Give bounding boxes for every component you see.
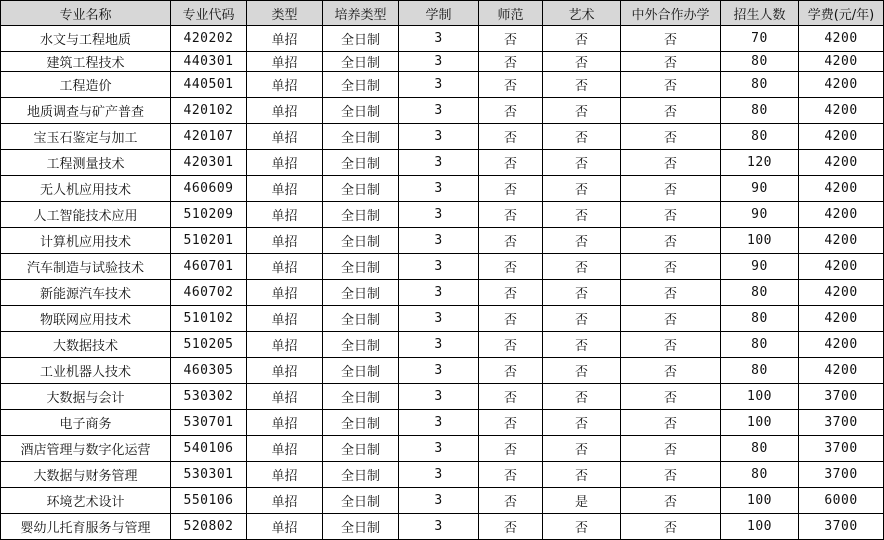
tuition-cell: 3700 (799, 410, 884, 436)
enrollment-cell: 80 (721, 280, 799, 306)
table-row (1, 52, 884, 72)
tuition-cell: 3700 (799, 514, 884, 540)
tuition-cell: 4200 (799, 52, 884, 72)
duration-cell: 3 (399, 514, 479, 540)
art-cell: 否 (543, 514, 621, 540)
joint-program-cell: 否 (621, 98, 721, 124)
joint-program-cell: 否 (621, 358, 721, 384)
art-cell: 否 (543, 358, 621, 384)
major-code-cell: 420102 (171, 98, 247, 124)
joint-program-cell: 否 (621, 202, 721, 228)
teacher-training-cell: 否 (479, 176, 543, 202)
training-type-cell: 全日制 (323, 254, 399, 280)
major-code-cell: 530701 (171, 410, 247, 436)
tuition-cell: 4200 (799, 26, 884, 52)
art-cell: 否 (543, 202, 621, 228)
type-cell: 单招 (247, 52, 323, 72)
training-type-cell: 全日制 (323, 462, 399, 488)
training-type-cell: 全日制 (323, 488, 399, 514)
joint-program-cell: 否 (621, 436, 721, 462)
art-cell: 否 (543, 332, 621, 358)
major-name-cell: 环境艺术设计 (1, 488, 171, 514)
teacher-training-cell: 否 (479, 254, 543, 280)
major-name-cell: 人工智能技术应用 (1, 202, 171, 228)
type-cell: 单招 (247, 514, 323, 540)
tuition-cell: 4200 (799, 332, 884, 358)
training-type-cell: 全日制 (323, 202, 399, 228)
art-cell: 否 (543, 228, 621, 254)
column-header-joint-program: 中外合作办学 (621, 1, 721, 26)
art-cell: 否 (543, 52, 621, 72)
table-row (1, 332, 884, 358)
joint-program-cell: 否 (621, 254, 721, 280)
training-type-cell: 全日制 (323, 98, 399, 124)
header-row (1, 1, 884, 26)
table-row (1, 202, 884, 228)
enrollment-cell: 80 (721, 306, 799, 332)
enrollment-cell: 80 (721, 462, 799, 488)
enrollment-cell: 100 (721, 410, 799, 436)
major-name-cell: 无人机应用技术 (1, 176, 171, 202)
major-code-cell: 460702 (171, 280, 247, 306)
joint-program-cell: 否 (621, 514, 721, 540)
training-type-cell: 全日制 (323, 150, 399, 176)
training-type-cell: 全日制 (323, 176, 399, 202)
column-header-major-name: 专业名称 (1, 1, 171, 26)
table-row (1, 514, 884, 540)
type-cell: 单招 (247, 150, 323, 176)
table-row (1, 98, 884, 124)
table-row (1, 176, 884, 202)
tuition-cell: 4200 (799, 228, 884, 254)
art-cell: 否 (543, 280, 621, 306)
column-header-teacher-training: 师范 (479, 1, 543, 26)
enrollment-cell: 80 (721, 98, 799, 124)
major-code-cell: 530302 (171, 384, 247, 410)
teacher-training-cell: 否 (479, 150, 543, 176)
joint-program-cell: 否 (621, 124, 721, 150)
major-name-cell: 水文与工程地质 (1, 26, 171, 52)
duration-cell: 3 (399, 26, 479, 52)
type-cell: 单招 (247, 254, 323, 280)
joint-program-cell: 否 (621, 72, 721, 98)
type-cell: 单招 (247, 124, 323, 150)
table-body (1, 26, 884, 540)
major-code-cell: 420107 (171, 124, 247, 150)
enrollment-cell: 80 (721, 332, 799, 358)
major-name-cell: 大数据与财务管理 (1, 462, 171, 488)
type-cell: 单招 (247, 202, 323, 228)
enrollment-cell: 90 (721, 254, 799, 280)
teacher-training-cell: 否 (479, 228, 543, 254)
tuition-cell: 4200 (799, 150, 884, 176)
joint-program-cell: 否 (621, 176, 721, 202)
teacher-training-cell: 否 (479, 98, 543, 124)
art-cell: 否 (543, 462, 621, 488)
major-code-cell: 440501 (171, 72, 247, 98)
major-code-cell: 540106 (171, 436, 247, 462)
duration-cell: 3 (399, 176, 479, 202)
table-row (1, 280, 884, 306)
major-code-cell: 460609 (171, 176, 247, 202)
type-cell: 单招 (247, 384, 323, 410)
training-type-cell: 全日制 (323, 332, 399, 358)
column-header-type: 类型 (247, 1, 323, 26)
major-code-cell: 460305 (171, 358, 247, 384)
type-cell: 单招 (247, 72, 323, 98)
duration-cell: 3 (399, 462, 479, 488)
joint-program-cell: 否 (621, 306, 721, 332)
joint-program-cell: 否 (621, 52, 721, 72)
joint-program-cell: 否 (621, 280, 721, 306)
major-code-cell: 510201 (171, 228, 247, 254)
training-type-cell: 全日制 (323, 26, 399, 52)
duration-cell: 3 (399, 332, 479, 358)
type-cell: 单招 (247, 228, 323, 254)
type-cell: 单招 (247, 280, 323, 306)
training-type-cell: 全日制 (323, 436, 399, 462)
joint-program-cell: 否 (621, 150, 721, 176)
enrollment-cell: 100 (721, 384, 799, 410)
duration-cell: 3 (399, 436, 479, 462)
duration-cell: 3 (399, 280, 479, 306)
art-cell: 否 (543, 436, 621, 462)
tuition-cell: 4200 (799, 98, 884, 124)
training-type-cell: 全日制 (323, 358, 399, 384)
table-row (1, 306, 884, 332)
enrollment-cell: 80 (721, 436, 799, 462)
tuition-cell: 4200 (799, 202, 884, 228)
table-row (1, 462, 884, 488)
column-header-tuition: 学费(元/年) (799, 1, 884, 26)
table-row (1, 410, 884, 436)
training-type-cell: 全日制 (323, 306, 399, 332)
major-code-cell: 420301 (171, 150, 247, 176)
major-name-cell: 建筑工程技术 (1, 52, 171, 72)
type-cell: 单招 (247, 98, 323, 124)
enrollment-cell: 90 (721, 202, 799, 228)
enrollment-cell: 120 (721, 150, 799, 176)
major-name-cell: 工程造价 (1, 72, 171, 98)
table-row (1, 72, 884, 98)
teacher-training-cell: 否 (479, 72, 543, 98)
duration-cell: 3 (399, 52, 479, 72)
duration-cell: 3 (399, 358, 479, 384)
art-cell: 否 (543, 306, 621, 332)
tuition-cell: 4200 (799, 176, 884, 202)
table-row (1, 254, 884, 280)
major-name-cell: 新能源汽车技术 (1, 280, 171, 306)
art-cell: 否 (543, 98, 621, 124)
teacher-training-cell: 否 (479, 52, 543, 72)
tuition-cell: 4200 (799, 280, 884, 306)
major-name-cell: 汽车制造与试验技术 (1, 254, 171, 280)
type-cell: 单招 (247, 410, 323, 436)
enrollment-cell: 100 (721, 488, 799, 514)
tuition-cell: 4200 (799, 358, 884, 384)
major-name-cell: 地质调查与矿产普查 (1, 98, 171, 124)
duration-cell: 3 (399, 124, 479, 150)
tuition-cell: 3700 (799, 436, 884, 462)
column-header-major-code: 专业代码 (171, 1, 247, 26)
joint-program-cell: 否 (621, 332, 721, 358)
major-code-cell: 440301 (171, 52, 247, 72)
type-cell: 单招 (247, 436, 323, 462)
duration-cell: 3 (399, 410, 479, 436)
enrollment-cell: 70 (721, 26, 799, 52)
art-cell: 否 (543, 384, 621, 410)
major-name-cell: 婴幼儿托育服务与管理 (1, 514, 171, 540)
type-cell: 单招 (247, 462, 323, 488)
type-cell: 单招 (247, 488, 323, 514)
teacher-training-cell: 否 (479, 26, 543, 52)
major-name-cell: 宝玉石鉴定与加工 (1, 124, 171, 150)
column-header-training-type: 培养类型 (323, 1, 399, 26)
duration-cell: 3 (399, 202, 479, 228)
art-cell: 否 (543, 410, 621, 436)
major-name-cell: 大数据与会计 (1, 384, 171, 410)
column-header-enrollment: 招生人数 (721, 1, 799, 26)
type-cell: 单招 (247, 26, 323, 52)
major-code-cell: 510209 (171, 202, 247, 228)
training-type-cell: 全日制 (323, 228, 399, 254)
major-code-cell: 530301 (171, 462, 247, 488)
teacher-training-cell: 否 (479, 488, 543, 514)
major-name-cell: 酒店管理与数字化运营 (1, 436, 171, 462)
duration-cell: 3 (399, 384, 479, 410)
type-cell: 单招 (247, 176, 323, 202)
table-row (1, 384, 884, 410)
teacher-training-cell: 否 (479, 202, 543, 228)
column-header-duration: 学制 (399, 1, 479, 26)
tuition-cell: 4200 (799, 306, 884, 332)
tuition-cell: 4200 (799, 72, 884, 98)
tuition-cell: 4200 (799, 124, 884, 150)
enrollment-cell: 100 (721, 514, 799, 540)
major-code-cell: 420202 (171, 26, 247, 52)
teacher-training-cell: 否 (479, 280, 543, 306)
enrollment-cell: 100 (721, 228, 799, 254)
training-type-cell: 全日制 (323, 514, 399, 540)
joint-program-cell: 否 (621, 26, 721, 52)
table-row (1, 228, 884, 254)
teacher-training-cell: 否 (479, 332, 543, 358)
major-code-cell: 510205 (171, 332, 247, 358)
teacher-training-cell: 否 (479, 124, 543, 150)
training-type-cell: 全日制 (323, 410, 399, 436)
art-cell: 否 (543, 26, 621, 52)
major-code-cell: 550106 (171, 488, 247, 514)
teacher-training-cell: 否 (479, 384, 543, 410)
joint-program-cell: 否 (621, 228, 721, 254)
duration-cell: 3 (399, 98, 479, 124)
joint-program-cell: 否 (621, 410, 721, 436)
enrollment-cell: 90 (721, 176, 799, 202)
art-cell: 否 (543, 254, 621, 280)
art-cell: 是 (543, 488, 621, 514)
teacher-training-cell: 否 (479, 358, 543, 384)
tuition-cell: 4200 (799, 254, 884, 280)
art-cell: 否 (543, 150, 621, 176)
art-cell: 否 (543, 72, 621, 98)
type-cell: 单招 (247, 332, 323, 358)
enrollment-cell: 80 (721, 124, 799, 150)
training-type-cell: 全日制 (323, 52, 399, 72)
duration-cell: 3 (399, 306, 479, 332)
type-cell: 单招 (247, 358, 323, 384)
enrollment-cell: 80 (721, 72, 799, 98)
major-name-cell: 大数据技术 (1, 332, 171, 358)
major-name-cell: 电子商务 (1, 410, 171, 436)
teacher-training-cell: 否 (479, 462, 543, 488)
teacher-training-cell: 否 (479, 436, 543, 462)
table-row (1, 436, 884, 462)
art-cell: 否 (543, 176, 621, 202)
major-code-cell: 510102 (171, 306, 247, 332)
teacher-training-cell: 否 (479, 306, 543, 332)
training-type-cell: 全日制 (323, 72, 399, 98)
teacher-training-cell: 否 (479, 514, 543, 540)
major-code-cell: 460701 (171, 254, 247, 280)
major-name-cell: 物联网应用技术 (1, 306, 171, 332)
training-type-cell: 全日制 (323, 280, 399, 306)
tuition-cell: 3700 (799, 384, 884, 410)
major-name-cell: 工业机器人技术 (1, 358, 171, 384)
column-header-art: 艺术 (543, 1, 621, 26)
training-type-cell: 全日制 (323, 124, 399, 150)
duration-cell: 3 (399, 150, 479, 176)
major-name-cell: 工程测量技术 (1, 150, 171, 176)
art-cell: 否 (543, 124, 621, 150)
joint-program-cell: 否 (621, 384, 721, 410)
joint-program-cell: 否 (621, 462, 721, 488)
table-row (1, 488, 884, 514)
tuition-cell: 3700 (799, 462, 884, 488)
enrollment-cell: 80 (721, 52, 799, 72)
table-row (1, 358, 884, 384)
major-code-cell: 520802 (171, 514, 247, 540)
joint-program-cell: 否 (621, 488, 721, 514)
tuition-cell: 6000 (799, 488, 884, 514)
duration-cell: 3 (399, 488, 479, 514)
teacher-training-cell: 否 (479, 410, 543, 436)
table-row (1, 150, 884, 176)
duration-cell: 3 (399, 72, 479, 98)
training-type-cell: 全日制 (323, 384, 399, 410)
type-cell: 单招 (247, 306, 323, 332)
duration-cell: 3 (399, 254, 479, 280)
duration-cell: 3 (399, 228, 479, 254)
table-row (1, 26, 884, 52)
major-name-cell: 计算机应用技术 (1, 228, 171, 254)
enrollment-cell: 80 (721, 358, 799, 384)
table-row (1, 124, 884, 150)
